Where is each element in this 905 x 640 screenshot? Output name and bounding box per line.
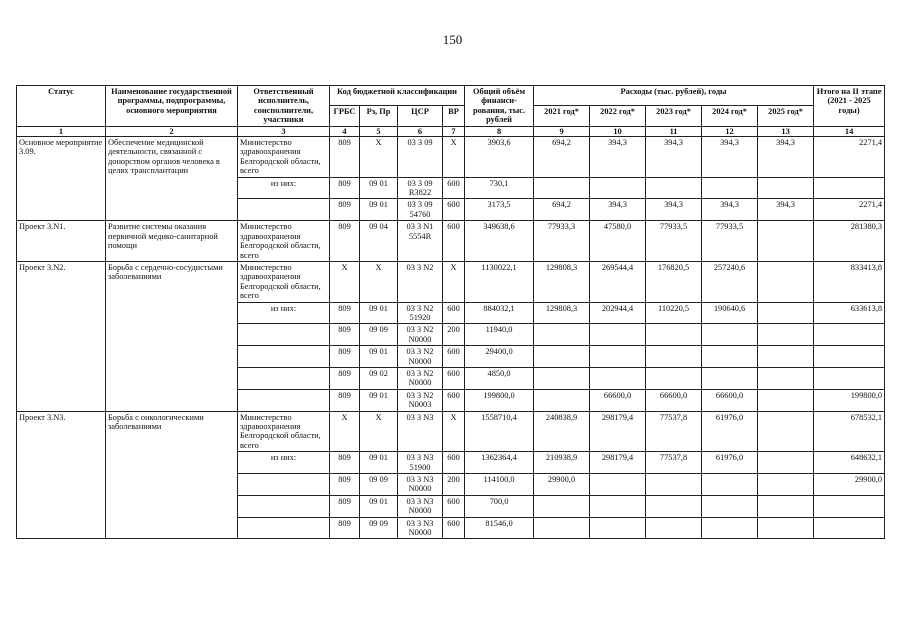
total-volume-cell: 3903,6 <box>465 137 534 178</box>
total-volume-cell: 29400,0 <box>465 346 534 368</box>
vr-cell: 600 <box>443 302 465 324</box>
year-2024-cell <box>702 367 758 389</box>
year-2023-cell <box>646 367 702 389</box>
year-2023-cell <box>646 474 702 496</box>
year-2023-cell: 394,3 <box>646 137 702 178</box>
csr-cell: 03 3 N2 <box>398 261 443 302</box>
vr-cell: 600 <box>443 346 465 368</box>
vr-cell: 200 <box>443 324 465 346</box>
year-2021-cell <box>534 389 590 411</box>
grbs-cell: 809 <box>330 367 360 389</box>
year-2025-cell <box>758 221 814 262</box>
year-2025-cell <box>758 452 814 474</box>
grbs-cell: 809 <box>330 495 360 517</box>
year-2022-cell: 298179,4 <box>590 411 646 452</box>
executor-cell <box>238 474 330 496</box>
year-2025-cell <box>758 495 814 517</box>
grbs-cell: 809 <box>330 452 360 474</box>
itogo-cell: 2271,4 <box>814 199 885 221</box>
total-volume-cell: 11940,0 <box>465 324 534 346</box>
vr-cell: 600 <box>443 199 465 221</box>
grbs-cell: 809 <box>330 324 360 346</box>
year-2025-cell <box>758 367 814 389</box>
executor-cell: Министерство здравоохранения Белгородской области, всего <box>238 221 330 262</box>
vr-cell: 600 <box>443 452 465 474</box>
column-number: 13 <box>758 126 814 136</box>
grbs-cell: 809 <box>330 302 360 324</box>
csr-cell: 03 3 N2 N0003 <box>398 389 443 411</box>
total-volume-cell: 349638,6 <box>465 221 534 262</box>
year-2022-cell <box>590 324 646 346</box>
vr-cell: Х <box>443 411 465 452</box>
year-2024-cell <box>702 474 758 496</box>
year-2023-cell: 77537,8 <box>646 452 702 474</box>
year-2024-cell <box>702 177 758 199</box>
csr-cell: 03 3 09 R3822 <box>398 177 443 199</box>
grbs-cell: 809 <box>330 199 360 221</box>
year-2021-cell: 694,2 <box>534 199 590 221</box>
total-volume-cell: 1130022,1 <box>465 261 534 302</box>
itogo-cell: 648632,1 <box>814 452 885 474</box>
grbs-cell: Х <box>330 261 360 302</box>
year-2021-cell: 129808,3 <box>534 261 590 302</box>
year-2021-cell <box>534 495 590 517</box>
column-number: 2 <box>106 126 238 136</box>
year-2022-cell <box>590 177 646 199</box>
column-number: 4 <box>330 126 360 136</box>
itogo-cell <box>814 324 885 346</box>
executor-cell <box>238 367 330 389</box>
total-volume-cell: 199800,0 <box>465 389 534 411</box>
header-name: Наименование государственной программы, подпрограммы, основного мероприятия <box>106 86 238 127</box>
year-2025-cell: 394,3 <box>758 199 814 221</box>
year-2022-cell: 47580,0 <box>590 221 646 262</box>
page-number: 150 <box>442 32 463 47</box>
grbs-cell: 809 <box>330 177 360 199</box>
year-2024-cell: 394,3 <box>702 199 758 221</box>
rz-pr-cell: 09 09 <box>360 324 398 346</box>
executor-cell <box>238 389 330 411</box>
executor-cell: Министерство здравоохранения Белгородской области, всего <box>238 137 330 178</box>
executor-cell <box>238 517 330 539</box>
itogo-cell <box>814 495 885 517</box>
year-2023-cell: 394,3 <box>646 199 702 221</box>
vr-cell: 200 <box>443 474 465 496</box>
executor-cell: Министерство здравоохранения Белгородской области, всего <box>238 261 330 302</box>
table-row <box>17 137 885 178</box>
year-2025-cell <box>758 389 814 411</box>
year-2025-cell <box>758 411 814 452</box>
itogo-cell <box>814 367 885 389</box>
year-2025-cell <box>758 324 814 346</box>
executor-cell <box>238 346 330 368</box>
year-2021-cell <box>534 177 590 199</box>
year-2023-cell: 176820,5 <box>646 261 702 302</box>
year-2022-cell: 394,3 <box>590 199 646 221</box>
column-number: 6 <box>398 126 443 136</box>
total-volume-cell: 81546,0 <box>465 517 534 539</box>
year-2025-cell <box>758 517 814 539</box>
name-cell: Борьба с онкологическими заболеваниями <box>106 411 238 539</box>
year-2024-cell <box>702 324 758 346</box>
year-2023-cell: 77933,5 <box>646 221 702 262</box>
year-2023-cell <box>646 177 702 199</box>
year-2024-cell: 190640,6 <box>702 302 758 324</box>
year-2024-cell <box>702 495 758 517</box>
header-budget-code: Код бюджетной классификации <box>330 86 465 106</box>
itogo-cell: 281380,3 <box>814 221 885 262</box>
itogo-cell: 29900,0 <box>814 474 885 496</box>
grbs-cell: 809 <box>330 389 360 411</box>
column-number: 5 <box>360 126 398 136</box>
csr-cell: 03 3 N1 5554R <box>398 221 443 262</box>
vr-cell: 600 <box>443 517 465 539</box>
executor-cell <box>238 324 330 346</box>
header-vr: ВР <box>443 106 465 126</box>
vr-cell: 600 <box>443 367 465 389</box>
status-cell: Основное мероприятие 3.09. <box>17 137 106 221</box>
csr-cell: 03 3 09 <box>398 137 443 178</box>
column-number: 3 <box>238 126 330 136</box>
header-executor: Ответственный исполнитель, соисполнители, участники <box>238 86 330 127</box>
itogo-cell: 199800,0 <box>814 389 885 411</box>
csr-cell: 03 3 N2 51920 <box>398 302 443 324</box>
rz-pr-cell: 09 04 <box>360 221 398 262</box>
csr-cell: 03 3 N2 N0000 <box>398 367 443 389</box>
total-volume-cell: 730,1 <box>465 177 534 199</box>
year-2023-cell: 110220,5 <box>646 302 702 324</box>
column-number-row <box>17 126 885 136</box>
column-number: 7 <box>443 126 465 136</box>
rz-pr-cell: 09 01 <box>360 495 398 517</box>
header-year-2024: 2024 год* <box>702 106 758 126</box>
year-2024-cell <box>702 346 758 368</box>
total-volume-cell: 4850,0 <box>465 367 534 389</box>
total-volume-cell: 884032,1 <box>465 302 534 324</box>
year-2023-cell <box>646 346 702 368</box>
csr-cell: 03 3 N3 N0000 <box>398 517 443 539</box>
table-body <box>17 137 885 539</box>
executor-cell: из них: <box>238 302 330 324</box>
table-header <box>17 86 885 137</box>
rz-pr-cell: 09 01 <box>360 302 398 324</box>
name-cell: Борьба с сердечно-сосудистыми заболеваниями <box>106 261 238 411</box>
year-2022-cell <box>590 517 646 539</box>
year-2024-cell: 61976,0 <box>702 411 758 452</box>
year-2025-cell <box>758 302 814 324</box>
rz-pr-cell: 09 01 <box>360 452 398 474</box>
csr-cell: 03 3 N3 N0000 <box>398 495 443 517</box>
executor-cell <box>238 199 330 221</box>
total-volume-cell: 114100,0 <box>465 474 534 496</box>
table-row <box>17 261 885 302</box>
year-2023-cell: 66600,0 <box>646 389 702 411</box>
name-cell: Обеспечение медицинской деятельности, связанной с донорством органов человека в целях трансплантации <box>106 137 238 221</box>
vr-cell: Х <box>443 261 465 302</box>
status-cell: Проект 3.N2. <box>17 261 106 411</box>
vr-cell: 600 <box>443 221 465 262</box>
year-2023-cell <box>646 517 702 539</box>
csr-cell: 03 3 N3 N0000 <box>398 474 443 496</box>
total-volume-cell: 700,0 <box>465 495 534 517</box>
rz-pr-cell: Х <box>360 137 398 178</box>
rz-pr-cell: Х <box>360 261 398 302</box>
year-2021-cell: 77933,3 <box>534 221 590 262</box>
vr-cell: Х <box>443 137 465 178</box>
total-volume-cell: 3173,5 <box>465 199 534 221</box>
grbs-cell: 809 <box>330 137 360 178</box>
year-2024-cell <box>702 517 758 539</box>
header-csr: ЦСР <box>398 106 443 126</box>
table-row <box>17 411 885 452</box>
year-2022-cell <box>590 495 646 517</box>
year-2025-cell <box>758 346 814 368</box>
year-2021-cell: 694,2 <box>534 137 590 178</box>
header-expenses: Расходы (тыс. рублей), годы <box>534 86 814 106</box>
header-itogo: Итого на II этапе (2021 - 2025 годы) <box>814 86 885 127</box>
name-cell: Развитие системы оказания первичной медико-санитарной помощи <box>106 221 238 262</box>
year-2025-cell: 394,3 <box>758 137 814 178</box>
header-year-2021: 2021 год* <box>534 106 590 126</box>
year-2022-cell: 269544,4 <box>590 261 646 302</box>
column-number: 12 <box>702 126 758 136</box>
rz-pr-cell: 09 01 <box>360 346 398 368</box>
year-2021-cell <box>534 324 590 346</box>
total-volume-cell: 1558710,4 <box>465 411 534 452</box>
year-2024-cell: 61976,0 <box>702 452 758 474</box>
year-2024-cell: 394,3 <box>702 137 758 178</box>
status-cell: Проект 3.N3. <box>17 411 106 539</box>
table-row <box>17 221 885 262</box>
year-2021-cell: 210938,9 <box>534 452 590 474</box>
csr-cell: 03 3 N3 <box>398 411 443 452</box>
year-2022-cell: 394,3 <box>590 137 646 178</box>
year-2024-cell: 66600,0 <box>702 389 758 411</box>
header-year-2025: 2025 год* <box>758 106 814 126</box>
year-2021-cell <box>534 346 590 368</box>
header-year-2023: 2023 год* <box>646 106 702 126</box>
column-number: 9 <box>534 126 590 136</box>
header-status: Статус <box>17 86 106 127</box>
year-2025-cell <box>758 474 814 496</box>
csr-cell: 03 3 N3 51900 <box>398 452 443 474</box>
itogo-cell: 833413,8 <box>814 261 885 302</box>
grbs-cell: 809 <box>330 346 360 368</box>
executor-cell <box>238 495 330 517</box>
executor-cell: из них: <box>238 452 330 474</box>
vr-cell: 600 <box>443 177 465 199</box>
budget-table <box>16 85 885 539</box>
header-total-volume: Общий объём финанси-рования, тыс. рублей <box>465 86 534 127</box>
year-2023-cell <box>646 324 702 346</box>
column-number: 1 <box>17 126 106 136</box>
year-2022-cell: 66600,0 <box>590 389 646 411</box>
year-2022-cell <box>590 474 646 496</box>
year-2022-cell: 202944,4 <box>590 302 646 324</box>
header-rz-pr: Рз, Пр <box>360 106 398 126</box>
year-2025-cell <box>758 261 814 302</box>
year-2022-cell: 298179,4 <box>590 452 646 474</box>
total-volume-cell: 1362364,4 <box>465 452 534 474</box>
itogo-cell <box>814 346 885 368</box>
csr-cell: 03 3 N2 N0000 <box>398 346 443 368</box>
rz-pr-cell: 09 01 <box>360 199 398 221</box>
grbs-cell: Х <box>330 411 360 452</box>
year-2021-cell: 240838,9 <box>534 411 590 452</box>
year-2021-cell <box>534 367 590 389</box>
vr-cell: 600 <box>443 495 465 517</box>
vr-cell: 600 <box>443 389 465 411</box>
rz-pr-cell: 09 01 <box>360 389 398 411</box>
year-2024-cell: 257240,6 <box>702 261 758 302</box>
rz-pr-cell: 09 09 <box>360 517 398 539</box>
year-2023-cell: 77537,8 <box>646 411 702 452</box>
grbs-cell: 809 <box>330 517 360 539</box>
header-year-2022: 2022 год* <box>590 106 646 126</box>
header-grbs: ГРБС <box>330 106 360 126</box>
itogo-cell <box>814 177 885 199</box>
itogo-cell <box>814 517 885 539</box>
rz-pr-cell: 09 01 <box>360 177 398 199</box>
status-cell: Проект 3.N1. <box>17 221 106 262</box>
column-number: 11 <box>646 126 702 136</box>
column-number: 8 <box>465 126 534 136</box>
year-2025-cell <box>758 177 814 199</box>
grbs-cell: 809 <box>330 474 360 496</box>
column-number: 10 <box>590 126 646 136</box>
rz-pr-cell: 09 09 <box>360 474 398 496</box>
rz-pr-cell: Х <box>360 411 398 452</box>
column-number: 14 <box>814 126 885 136</box>
itogo-cell: 633613,8 <box>814 302 885 324</box>
year-2021-cell <box>534 517 590 539</box>
itogo-cell: 2271,4 <box>814 137 885 178</box>
grbs-cell: 809 <box>330 221 360 262</box>
year-2021-cell: 129808,3 <box>534 302 590 324</box>
year-2022-cell <box>590 367 646 389</box>
year-2022-cell <box>590 346 646 368</box>
rz-pr-cell: 09 02 <box>360 367 398 389</box>
year-2021-cell: 29900,0 <box>534 474 590 496</box>
executor-cell: Министерство здравоохранения Белгородской области, всего <box>238 411 330 452</box>
executor-cell: из них: <box>238 177 330 199</box>
year-2023-cell <box>646 495 702 517</box>
csr-cell: 03 3 09 54760 <box>398 199 443 221</box>
csr-cell: 03 3 N2 N0000 <box>398 324 443 346</box>
year-2024-cell: 77933,5 <box>702 221 758 262</box>
itogo-cell: 678532,1 <box>814 411 885 452</box>
